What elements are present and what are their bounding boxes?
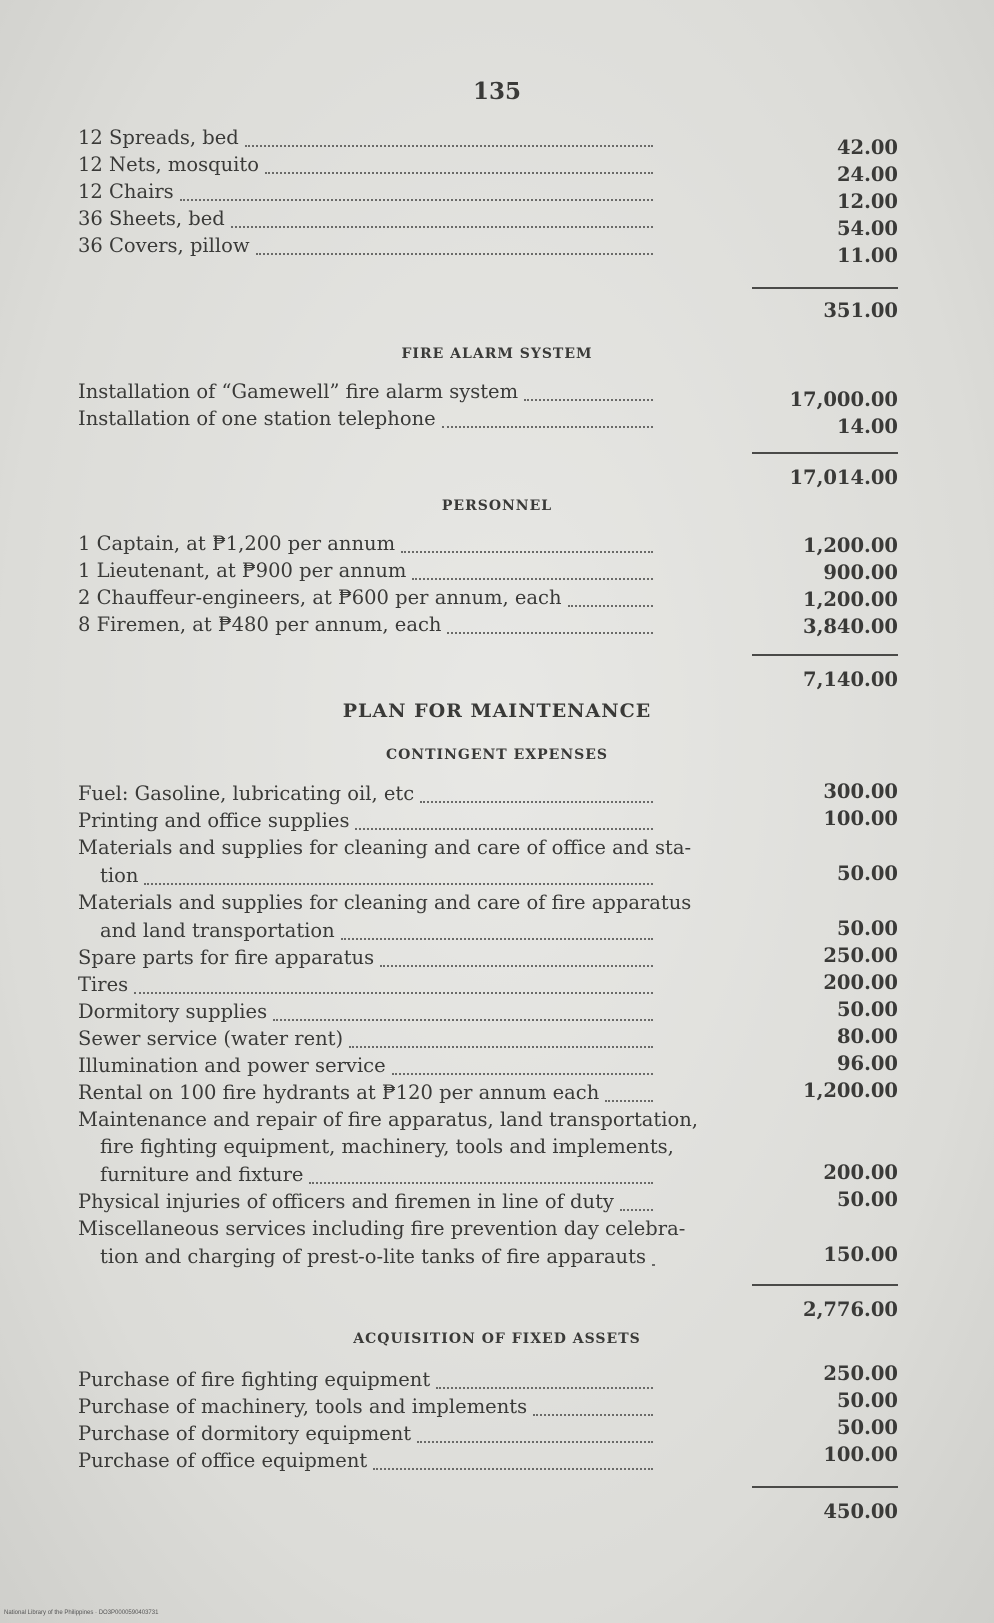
leader-dots	[134, 992, 653, 994]
item-label: Purchase of machinery, tools and implements	[78, 1395, 528, 1418]
line-item	[78, 611, 898, 639]
item-label: Tires	[78, 973, 129, 996]
item-amount: 1,200.00	[803, 588, 898, 611]
line-item	[78, 1079, 898, 1107]
item-amount: 24.00	[836, 163, 898, 186]
leader-dots	[420, 801, 653, 803]
item-amount: 200.00	[823, 1161, 898, 1184]
item-label-line1: Maintenance and repair of fire apparatus, land transportation,	[78, 1108, 698, 1131]
subtotal: 2,776.00	[803, 1298, 898, 1321]
item-amount: 50.00	[836, 917, 898, 940]
item-label: Sewer service (water rent)	[78, 1027, 344, 1050]
item-amount: 50.00	[836, 1188, 898, 1211]
item-label: Rental on 100 fire hydrants at ₱120 per annum each	[78, 1081, 600, 1104]
subtotal: 351.00	[823, 299, 898, 322]
section-heading: CONTINGENT EXPENSES	[385, 747, 609, 763]
item-label: tion and charging of prest-o-lite tanks of fire apparauts	[100, 1245, 646, 1268]
leader-dots	[652, 1264, 653, 1266]
leader-dots	[355, 828, 653, 830]
line-item	[78, 584, 898, 612]
line-item	[78, 1443, 898, 1475]
subtotal: 17,014.00	[789, 466, 898, 489]
item-label: Purchase of fire fighting equipment	[78, 1368, 431, 1391]
item-label: and land transportation	[100, 919, 335, 942]
item-label: 36 Covers, pillow	[78, 234, 250, 257]
item-amount: 250.00	[823, 944, 898, 967]
scan-credit: National Library of the Philippines · DO3P0000590403731	[4, 1610, 159, 1616]
leader-dots	[380, 965, 653, 967]
item-amount: 17,000.00	[789, 388, 898, 411]
leader-dots	[442, 426, 653, 428]
page-number: 135	[472, 78, 521, 105]
item-label: 12 Spreads, bed	[78, 126, 239, 149]
subtotal: 450.00	[823, 1500, 898, 1523]
item-label: 1 Lieutenant, at ₱900 per annum	[78, 559, 407, 582]
item-amount: 50.00	[836, 862, 898, 885]
subtotal-rule	[752, 1486, 898, 1488]
line-item	[78, 1161, 898, 1189]
line-item	[78, 917, 898, 945]
item-amount: 150.00	[823, 1243, 898, 1266]
line-item	[78, 1025, 898, 1053]
item-amount: 50.00	[836, 1389, 898, 1412]
leader-dots	[341, 938, 653, 940]
line-item	[78, 780, 898, 808]
line-item	[78, 178, 898, 213]
leader-dots	[447, 632, 653, 634]
leader-dots	[144, 883, 653, 885]
item-amount: 3,840.00	[803, 615, 898, 638]
section-heading: PERSONNEL	[441, 498, 553, 514]
subtotal-rule	[752, 287, 898, 289]
leader-dots	[231, 226, 653, 228]
leader-dots	[620, 1209, 653, 1211]
item-label-line2: fire fighting equipment, machinery, tools and implements,	[100, 1135, 674, 1158]
leader-dots	[436, 1387, 653, 1389]
item-label-line1: Miscellaneous services including fire prevention day celebra-	[78, 1217, 686, 1240]
line-item	[78, 232, 898, 267]
item-label: Dormitory supplies	[78, 1000, 268, 1023]
section-heading: FIRE ALARM SYSTEM	[401, 346, 593, 362]
line-item	[78, 205, 898, 240]
item-amount: 1,200.00	[803, 534, 898, 557]
item-label: Purchase of dormitory equipment	[78, 1422, 412, 1445]
item-label: Installation of one station telephone	[78, 407, 436, 430]
item-label: Physical injuries of officers and firemen in line of duty	[78, 1190, 614, 1213]
item-amount: 250.00	[823, 1362, 898, 1385]
item-label: 12 Chairs	[78, 180, 174, 203]
item-label-line1: Materials and supplies for cleaning and care of fire apparatus	[78, 891, 692, 914]
line-item	[78, 530, 898, 558]
line-item	[78, 807, 898, 835]
leader-dots	[392, 1073, 653, 1075]
line-item	[78, 998, 898, 1026]
item-label-line1: Materials and supplies for cleaning and care of office and sta-	[78, 836, 692, 859]
leader-dots	[245, 145, 653, 147]
item-amount: 14.00	[836, 415, 898, 438]
subtotal-rule	[752, 452, 898, 454]
line-item	[78, 557, 898, 585]
leader-dots	[524, 399, 653, 401]
item-label: Printing and office supplies	[78, 809, 350, 832]
item-label: furniture and fixture	[100, 1163, 304, 1186]
item-label: 36 Sheets, bed	[78, 207, 225, 230]
item-label: 1 Captain, at ₱1,200 per annum	[78, 532, 396, 555]
subtotal-rule	[752, 1284, 898, 1286]
subtotal: 7,140.00	[803, 668, 898, 691]
item-amount: 1,200.00	[803, 1079, 898, 1102]
leader-dots	[265, 172, 653, 174]
item-label: Installation of “Gamewell” fire alarm system	[78, 380, 519, 403]
line-item	[78, 944, 898, 972]
line-item	[78, 1243, 898, 1271]
leader-dots	[256, 253, 653, 255]
leader-dots	[568, 605, 653, 607]
line-item	[78, 1188, 898, 1216]
line-item	[78, 971, 898, 999]
item-label: 2 Chauffeur-engineers, at ₱600 per annum, each	[78, 586, 562, 609]
item-amount: 200.00	[823, 971, 898, 994]
line-item	[78, 124, 898, 159]
item-amount: 900.00	[823, 561, 898, 584]
item-label: Spare parts for fire apparatus	[78, 946, 375, 969]
line-item	[78, 405, 898, 438]
item-amount: 12.00	[836, 190, 898, 213]
item-label: Purchase of office equipment	[78, 1449, 368, 1472]
leader-dots	[180, 199, 653, 201]
item-amount: 11.00	[836, 244, 898, 267]
section-heading: ACQUISITION OF FIXED ASSETS	[353, 1331, 641, 1347]
leader-dots	[309, 1182, 653, 1184]
item-amount: 50.00	[836, 1416, 898, 1439]
item-amount: 96.00	[836, 1052, 898, 1075]
item-label: 8 Firemen, at ₱480 per annum, each	[78, 613, 442, 636]
item-label: tion	[100, 864, 139, 887]
item-amount: 300.00	[823, 780, 898, 803]
leader-dots	[273, 1019, 653, 1021]
line-item	[78, 378, 898, 411]
item-label: 12 Nets, mosquito	[78, 153, 259, 176]
item-amount: 50.00	[836, 998, 898, 1021]
item-amount: 80.00	[836, 1025, 898, 1048]
item-label: Fuel: Gasoline, lubricating oil, etc	[78, 782, 415, 805]
subtotal-rule	[752, 654, 898, 656]
leader-dots	[401, 551, 653, 553]
item-amount: 42.00	[836, 136, 898, 159]
leader-dots	[373, 1468, 653, 1470]
line-item	[78, 151, 898, 186]
leader-dots	[605, 1100, 653, 1102]
main-heading: PLAN FOR MAINTENANCE	[342, 700, 652, 722]
line-item	[78, 1052, 898, 1080]
leader-dots	[533, 1414, 653, 1416]
leader-dots	[412, 578, 653, 580]
item-amount: 54.00	[836, 217, 898, 240]
leader-dots	[349, 1046, 653, 1048]
leader-dots	[417, 1441, 653, 1443]
line-item	[78, 862, 898, 890]
item-label: Illumination and power service	[78, 1054, 386, 1077]
item-amount: 100.00	[823, 807, 898, 830]
item-amount: 100.00	[823, 1443, 898, 1466]
